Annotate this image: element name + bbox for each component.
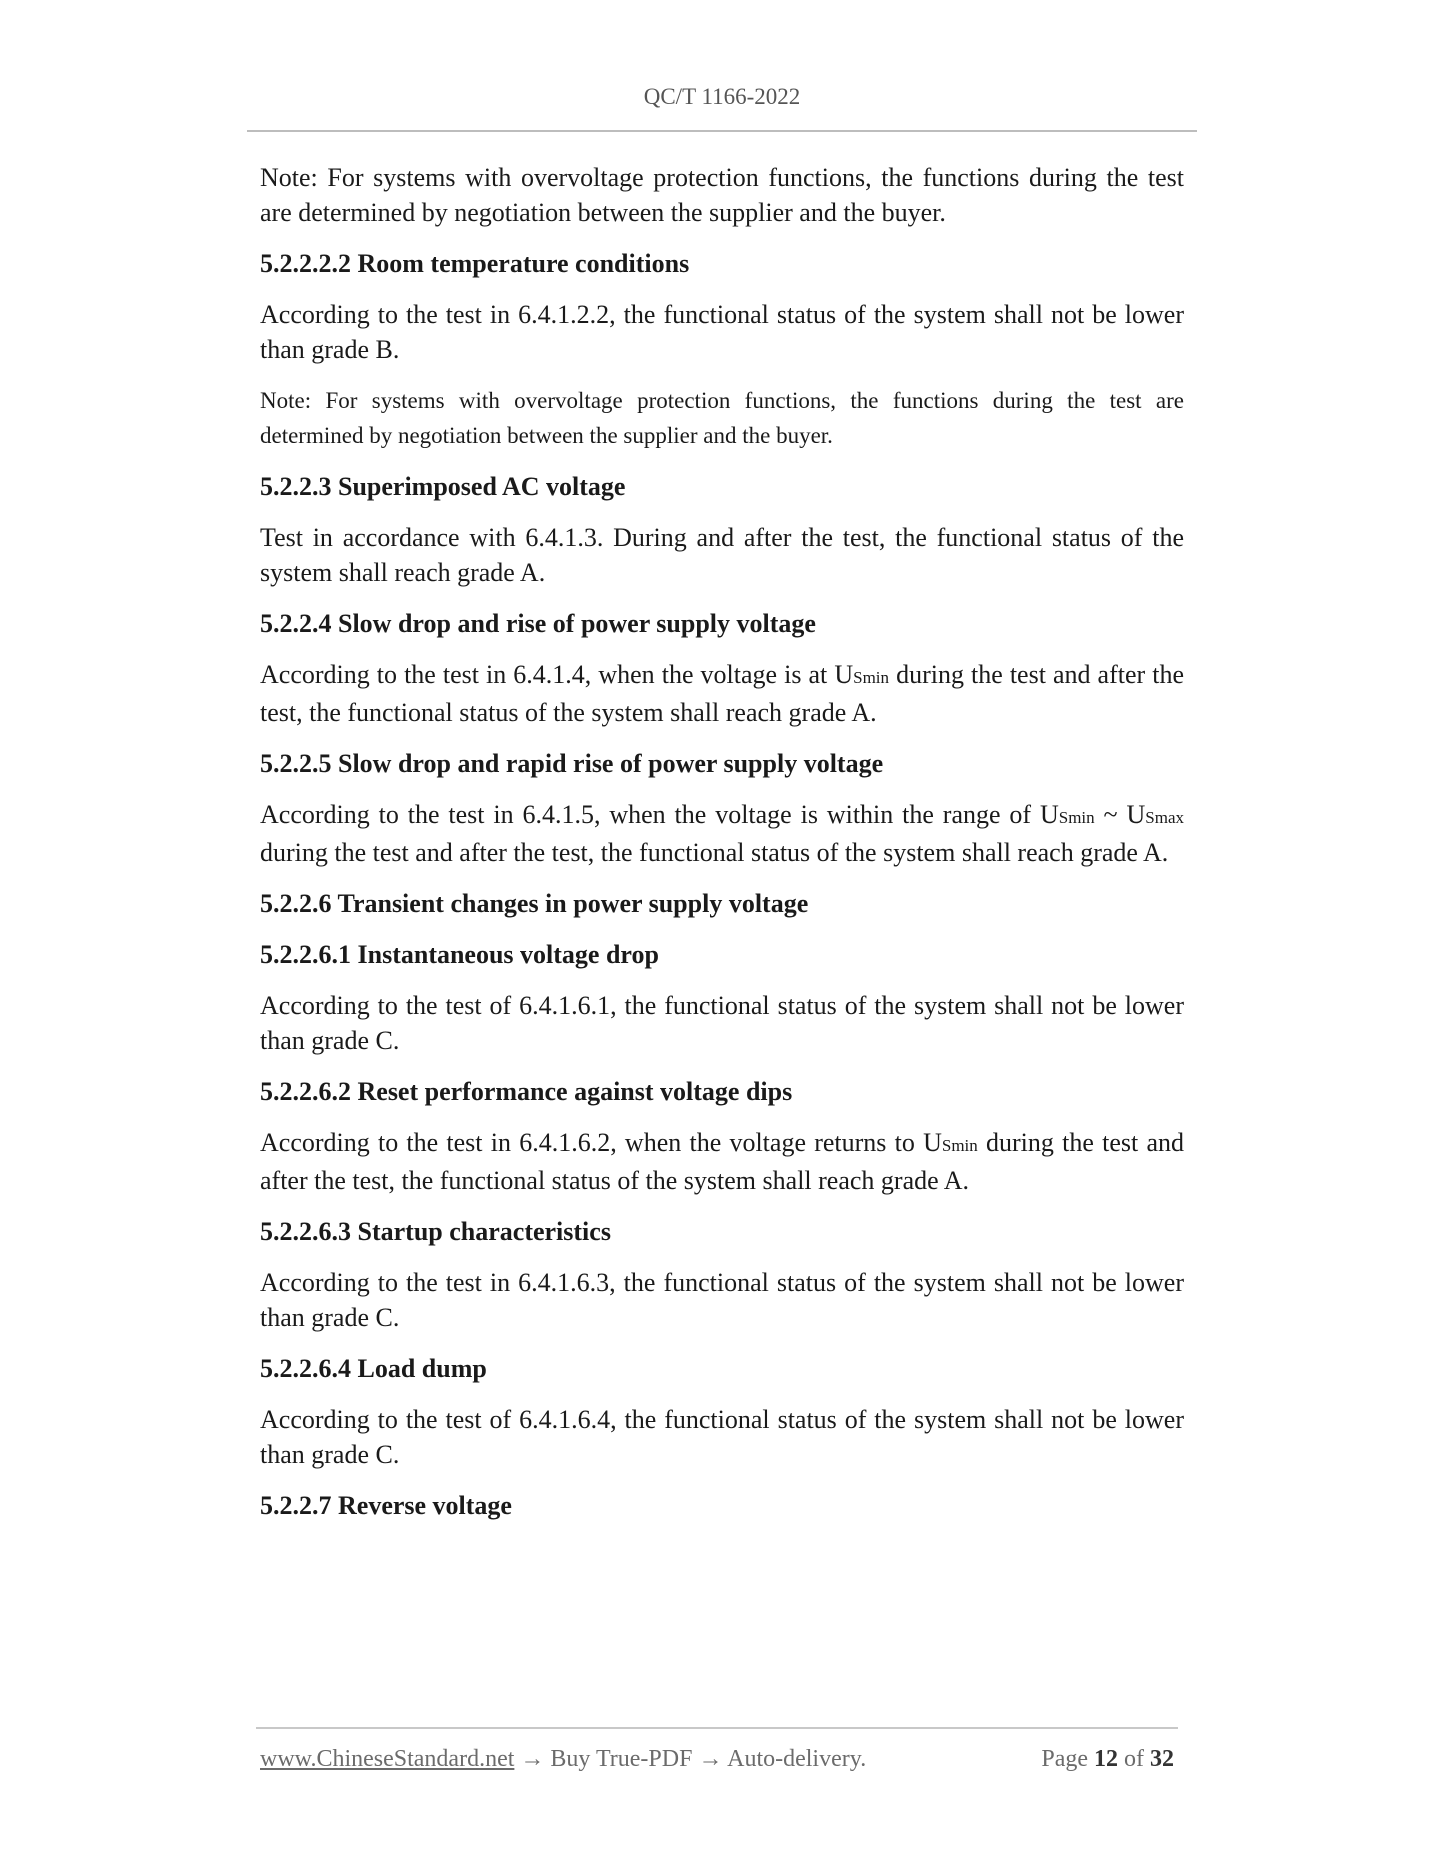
page-body <box>260 160 1184 1523</box>
body-paragraph: According to the test of 6.4.1.6.4, the functional status of the system shall not be lower than grade C. <box>260 1405 1184 1469</box>
body-paragraph: According to the test of 6.4.1.6.1, the functional status of the system shall not be lower than grade C. <box>260 991 1184 1055</box>
promo-text: → Buy True-PDF → Auto-delivery. <box>514 1746 867 1772</box>
section-heading: 5.2.2.2.2 Room temperature conditions <box>260 249 690 278</box>
body-paragraph: According to the test in 6.4.1.6.2, when the voltage returns to USmin during the test and after the test, the functional status of the system shall reach grade A. <box>260 1128 1184 1195</box>
body-paragraph: Test in accordance with 6.4.1.3. During and after the test, the functional status of the system shall reach grade A. <box>260 523 1184 587</box>
section-heading: 5.2.2.3 Superimposed AC voltage <box>260 472 626 501</box>
footer-promo <box>260 1746 866 1773</box>
total-pages: 32 <box>1150 1746 1174 1772</box>
section-heading: 5.2.2.6.3 Startup characteristics <box>260 1217 611 1246</box>
site-link[interactable]: www.ChineseStandard.net <box>260 1746 515 1772</box>
header-divider <box>247 130 1197 132</box>
note-paragraph: Note: For systems with overvoltage protection functions, the functions during the test are determined by negotiation between the supplier and the buyer. <box>260 163 1184 227</box>
section-heading: 5.2.2.6.4 Load dump <box>260 1354 487 1383</box>
section-heading: 5.2.2.6.2 Reset performance against voltage dips <box>260 1077 793 1106</box>
page-header: QC/T 1166-2022 <box>643 84 801 109</box>
section-heading: 5.2.2.7 Reverse voltage <box>260 1491 512 1520</box>
body-paragraph: According to the test in 6.4.1.2.2, the functional status of the system shall not be lower than grade B. <box>260 300 1184 364</box>
section-heading: 5.2.2.5 Slow drop and rapid rise of power supply voltage <box>260 749 884 778</box>
section-heading: 5.2.2.4 Slow drop and rise of power supply voltage <box>260 609 816 638</box>
section-heading: 5.2.2.6.1 Instantaneous voltage drop <box>260 940 659 969</box>
body-paragraph: According to the test in 6.4.1.5, when the voltage is within the range of USmin ~ USmax during the test and after the test, the functional status of the system shall reach grade A. <box>260 800 1184 867</box>
note-paragraph: Note: For systems with overvoltage protection functions, the functions during the test are determined by negotiation between the supplier and the buyer. <box>260 388 1184 448</box>
section-heading: 5.2.2.6 Transient changes in power supply voltage <box>260 889 809 918</box>
current-page: 12 <box>1094 1746 1118 1772</box>
page-indicator: Page 12 of 32 <box>1041 1746 1174 1772</box>
body-paragraph: According to the test in 6.4.1.4, when the voltage is at USmin during the test and after the test, the functional status of the system shall reach grade A. <box>260 660 1184 727</box>
footer-divider <box>256 1727 1178 1729</box>
body-paragraph: According to the test in 6.4.1.6.3, the functional status of the system shall not be lower than grade C. <box>260 1268 1184 1332</box>
